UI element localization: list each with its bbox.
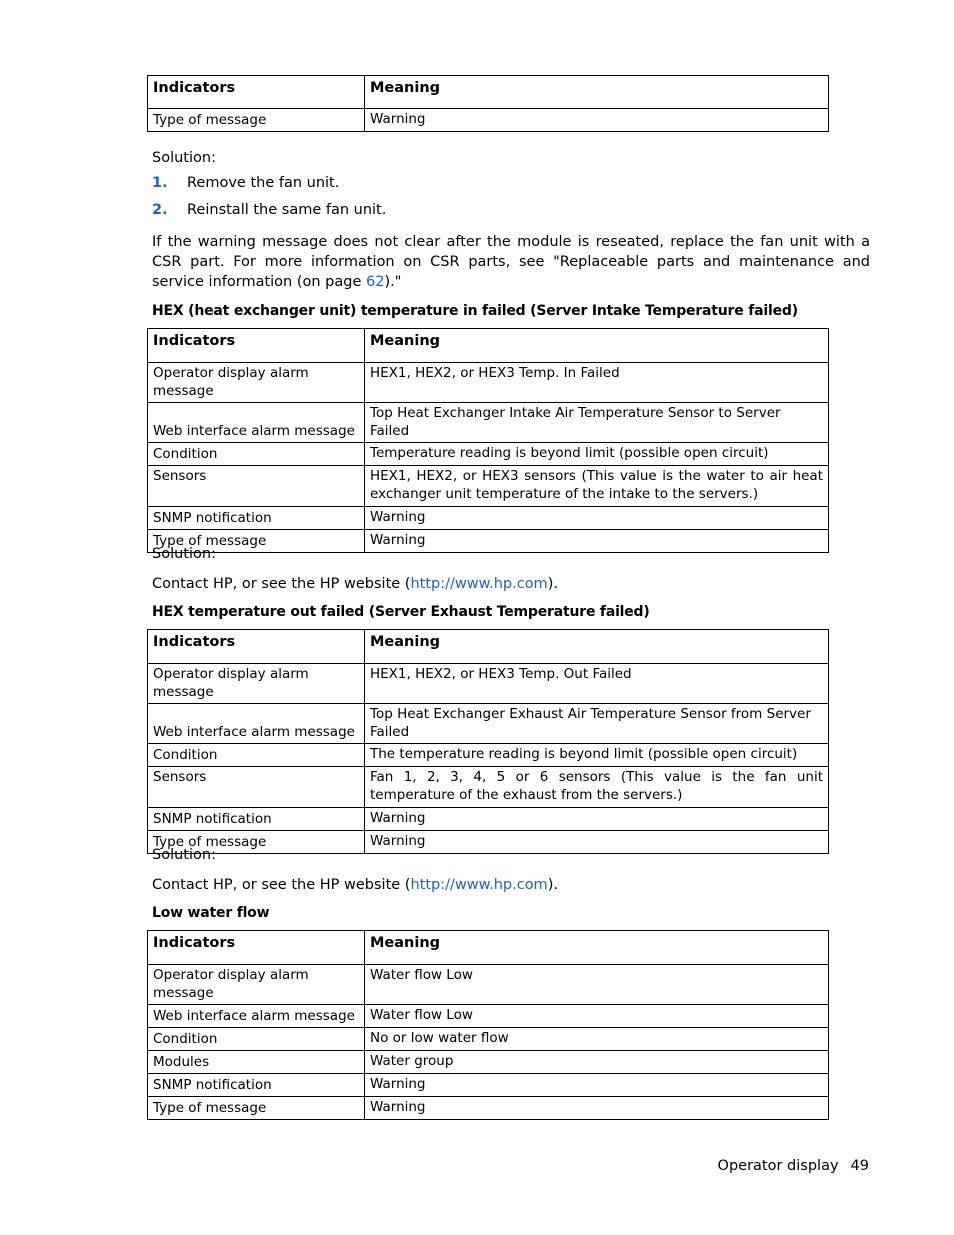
solution-label: Solution: bbox=[152, 150, 216, 166]
header-indicators: Indicators bbox=[148, 329, 365, 363]
contact-text-end: ). bbox=[547, 576, 558, 592]
step-text: Remove the fan unit. bbox=[187, 175, 340, 191]
row-value: HEX1, HEX2, or HEX3 Temp. Out Failed bbox=[365, 664, 829, 704]
step-2 bbox=[152, 202, 386, 218]
footer-page-number: 49 bbox=[850, 1158, 869, 1174]
row-label: SNMP notification bbox=[148, 808, 365, 831]
row-value: Warning bbox=[365, 109, 829, 132]
row-value: Temperature reading is beyond limit (possible open circuit) bbox=[365, 443, 829, 466]
indicators-table-low-water bbox=[147, 930, 829, 1120]
row-label: Type of message bbox=[148, 831, 365, 854]
row-label: Operator display alarm message bbox=[148, 664, 365, 704]
row-value: Water flow Low bbox=[365, 1005, 829, 1028]
solution-label: Solution: bbox=[152, 546, 216, 562]
csr-text-end: )." bbox=[384, 274, 402, 290]
step-number: 2. bbox=[152, 202, 168, 218]
contact-paragraph bbox=[152, 875, 870, 895]
row-label: Web interface alarm message bbox=[148, 1005, 365, 1028]
row-value: HEX1, HEX2, or HEX3 Temp. In Failed bbox=[365, 363, 829, 403]
section-heading-low-water: Low water flow bbox=[152, 905, 270, 921]
section-heading-hex-out: HEX temperature out failed (Server Exhaust Temperature failed) bbox=[152, 604, 650, 620]
csr-paragraph bbox=[152, 232, 870, 292]
header-indicators: Indicators bbox=[148, 630, 365, 664]
row-label: Modules bbox=[148, 1051, 365, 1074]
row-label: Sensors bbox=[148, 466, 365, 507]
hp-website-link[interactable]: http://www.hp.com bbox=[410, 877, 548, 893]
csr-text: If the warning message does not clear after the module is reseated, replace the fan unit with a CSR part. For more information on CSR parts, see "Replaceable parts and maintenance and service information (on page bbox=[152, 234, 870, 290]
step-number: 1. bbox=[152, 175, 168, 191]
row-label: Web interface alarm message bbox=[148, 403, 365, 443]
contact-text: Contact HP, or see the HP website ( bbox=[152, 877, 411, 893]
header-meaning: Meaning bbox=[365, 329, 829, 363]
hp-website-link[interactable]: http://www.hp.com bbox=[410, 576, 548, 592]
header-meaning: Meaning bbox=[365, 76, 829, 109]
header-meaning: Meaning bbox=[365, 931, 829, 965]
page-footer bbox=[718, 1158, 869, 1174]
footer-section-name: Operator display bbox=[717, 1158, 839, 1174]
row-value: Top Heat Exchanger Exhaust Air Temperature Sensor from Server Failed bbox=[365, 704, 829, 744]
row-value: Top Heat Exchanger Intake Air Temperature Sensor to Server Failed bbox=[365, 403, 829, 443]
row-label: SNMP notification bbox=[148, 1074, 365, 1097]
row-label: Type of message bbox=[148, 530, 365, 553]
contact-paragraph bbox=[152, 574, 870, 594]
row-value: No or low water flow bbox=[365, 1028, 829, 1051]
row-label: Operator display alarm message bbox=[148, 363, 365, 403]
row-value: Water group bbox=[365, 1051, 829, 1074]
header-indicators: Indicators bbox=[148, 931, 365, 965]
page-62-link[interactable]: 62 bbox=[366, 274, 385, 290]
contact-text-end: ). bbox=[547, 877, 558, 893]
row-label: Operator display alarm message bbox=[148, 965, 365, 1005]
row-label: Condition bbox=[148, 443, 365, 466]
step-text: Reinstall the same fan unit. bbox=[187, 202, 387, 218]
header-indicators: Indicators bbox=[148, 76, 365, 109]
contact-text: Contact HP, or see the HP website ( bbox=[152, 576, 411, 592]
row-value: Warning bbox=[365, 1097, 829, 1120]
row-value: Water flow Low bbox=[365, 965, 829, 1005]
section-heading-hex-in: HEX (heat exchanger unit) temperature in failed (Server Intake Temperature failed) bbox=[152, 303, 798, 319]
row-value: Warning bbox=[365, 808, 829, 831]
header-meaning: Meaning bbox=[365, 630, 829, 664]
row-value: Warning bbox=[365, 831, 829, 854]
indicators-table-hex-out bbox=[147, 629, 829, 854]
step-1 bbox=[152, 175, 339, 191]
solution-label: Solution: bbox=[152, 847, 216, 863]
row-value: Warning bbox=[365, 507, 829, 530]
row-label: Web interface alarm message bbox=[148, 704, 365, 744]
row-value: Warning bbox=[365, 530, 829, 553]
row-value: The temperature reading is beyond limit (possible open circuit) bbox=[365, 744, 829, 767]
indicators-table-type bbox=[147, 75, 829, 132]
row-label: Type of message bbox=[148, 109, 365, 132]
row-label: Condition bbox=[148, 1028, 365, 1051]
row-label: Condition bbox=[148, 744, 365, 767]
row-label: SNMP notification bbox=[148, 507, 365, 530]
row-value: HEX1, HEX2, or HEX3 sensors (This value is the water to air heat exchanger unit temperature of the intake to the servers.) bbox=[365, 466, 829, 507]
row-value: Fan 1, 2, 3, 4, 5 or 6 sensors (This value is the fan unit temperature of the exhaust from the servers.) bbox=[365, 767, 829, 808]
row-label: Type of message bbox=[148, 1097, 365, 1120]
row-value: Warning bbox=[365, 1074, 829, 1097]
indicators-table-hex-in bbox=[147, 328, 829, 553]
row-label: Sensors bbox=[148, 767, 365, 808]
